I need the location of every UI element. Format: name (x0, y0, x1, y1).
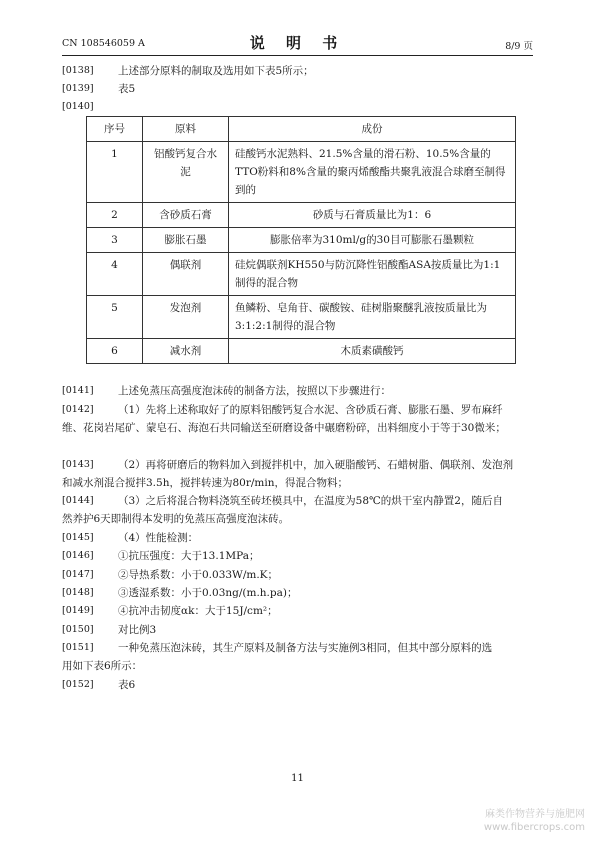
header-no: 序号 (87, 117, 143, 142)
paragraph-text: （1）先将上述称取好了的原料铝酸钙复合水泥、含砂质石膏、膨胀石墨、罗布麻纤 (118, 404, 503, 416)
paragraph-tag: [0138] (62, 65, 94, 76)
paragraph-text: （3）之后将混合物料浇筑至砖坯模具中，在温度为58℃的烘干室内静置2，随后自 (118, 495, 503, 507)
paragraph-tag: [0140] (62, 101, 94, 112)
table-row (87, 142, 516, 203)
paragraph-text: 表5 (118, 83, 136, 95)
cell-composition: 砂质与石膏质量比为1：6 (229, 203, 516, 228)
paragraph-text: （2）再将研磨后的物料加入到搅拌机中，加入硬脂酸钙、石蜡树脂、偶联剂、发泡剂 (118, 459, 514, 471)
cell-no: 1 (87, 142, 143, 203)
paragraph-text: ③透湿系数：小于0.03ng/(m.h.pa)； (118, 587, 298, 599)
watermark (484, 808, 585, 834)
cell-composition: 硅酸钙水泥熟料、21.5%含量的滑石粉、10.5%含量的TTO粉料和8%含量的聚丙烯酸酯共聚乳液混合球磨至制得到的 (229, 142, 516, 203)
paragraph-text: ④抗冲击韧度αk：大于15J/cm²； (118, 605, 278, 617)
paragraph-text: 一种免蒸压泡沫砖，其生产原料及制备方法与实施例3相同，但其中部分原料的选 (118, 642, 493, 654)
paragraph-continuation: 用如下表6所示： (62, 660, 143, 672)
paragraph-text: 表6 (118, 679, 136, 691)
cell-material: 发泡剂 (143, 296, 229, 339)
cell-composition: 膨胀倍率为310ml/g的30目可膨胀石墨颗粒 (229, 228, 516, 253)
paragraph-text: ①抗压强度：大于13.1MPa； (118, 550, 260, 562)
header-title: 说 明 书 (249, 34, 346, 52)
cell-material: 含砂质石膏 (143, 203, 229, 228)
paragraph-tag: [0146] (62, 550, 94, 561)
header-material: 原料 (143, 117, 229, 142)
paragraph-tag: [0145] (62, 532, 94, 543)
table-row (87, 339, 516, 364)
cell-material: 减水剂 (143, 339, 229, 364)
cell-material: 偶联剂 (143, 253, 229, 296)
cell-composition: 木质素磺酸钙 (229, 339, 516, 364)
paragraph-tag: [0151] (62, 642, 94, 653)
paragraph-continuation: 维、花岗岩尾矿、蒙皂石、海泡石共同输送至研磨设备中碾磨粉碎，出料细度小于等于30微米； (62, 422, 506, 434)
paragraph-text: ②导热系数：小于0.033W/m.K； (118, 569, 279, 581)
table-5 (86, 116, 516, 364)
cell-no: 5 (87, 296, 143, 339)
cell-no: 6 (87, 339, 143, 364)
header-rule (62, 55, 533, 56)
table-row (87, 228, 516, 253)
watermark-line1: 麻类作物营养与施肥网 (485, 809, 585, 820)
cell-material: 铝酸钙复合水泥 (143, 142, 229, 203)
paragraph-text: 对比例3 (118, 624, 157, 636)
paragraph-tag: [0147] (62, 569, 94, 580)
header-page: 8/9 页 (505, 41, 533, 52)
cell-composition: 鱼鳞粉、皂角苷、碳酸铵、硅树脂聚醚乳液按质量比为3:1:2:1制得的混合物 (229, 296, 516, 339)
paragraph-tag: [0141] (62, 385, 94, 396)
paragraph-tag: [0144] (62, 495, 94, 506)
paragraph-text: 上述免蒸压高强度泡沫砖的制备方法，按照以下步骤进行： (118, 385, 391, 397)
paragraph-tag: [0142] (62, 404, 94, 415)
paragraph-tag: [0139] (62, 83, 94, 94)
table-row (87, 253, 516, 296)
table-row (87, 203, 516, 228)
paragraph-tag: [0148] (62, 587, 94, 598)
paragraph-text: （4）性能检测： (118, 532, 199, 544)
table-row (87, 296, 516, 339)
paragraph-continuation: 和减水剂混合搅拌3.5h，搅拌转速为80r/min，得混合物料； (62, 477, 348, 489)
header-patent-number: CN 108546059 A (62, 38, 145, 49)
page-number: 11 (291, 773, 304, 784)
paragraph-tag: [0149] (62, 605, 94, 616)
paragraph-tag: [0152] (62, 679, 94, 690)
header-composition: 成份 (229, 117, 516, 142)
cell-no: 4 (87, 253, 143, 296)
paragraph-tag: [0150] (62, 624, 94, 635)
paragraph-tag: [0143] (62, 459, 94, 470)
cell-no: 3 (87, 228, 143, 253)
cell-composition: 硅烷偶联剂KH550与防沉降性铝酸酯ASA按质量比为1:1制得的混合物 (229, 253, 516, 296)
paragraph-continuation: 然养护6天即制得本发明的免蒸压高强度泡沫砖。 (62, 513, 290, 525)
cell-no: 2 (87, 203, 143, 228)
cell-material: 膨胀石墨 (143, 228, 229, 253)
watermark-line2: www.fibercrops.com (483, 822, 585, 833)
table-header-row (87, 117, 516, 142)
paragraph-text: 上述部分原料的制取及选用如下表5所示； (118, 65, 314, 77)
